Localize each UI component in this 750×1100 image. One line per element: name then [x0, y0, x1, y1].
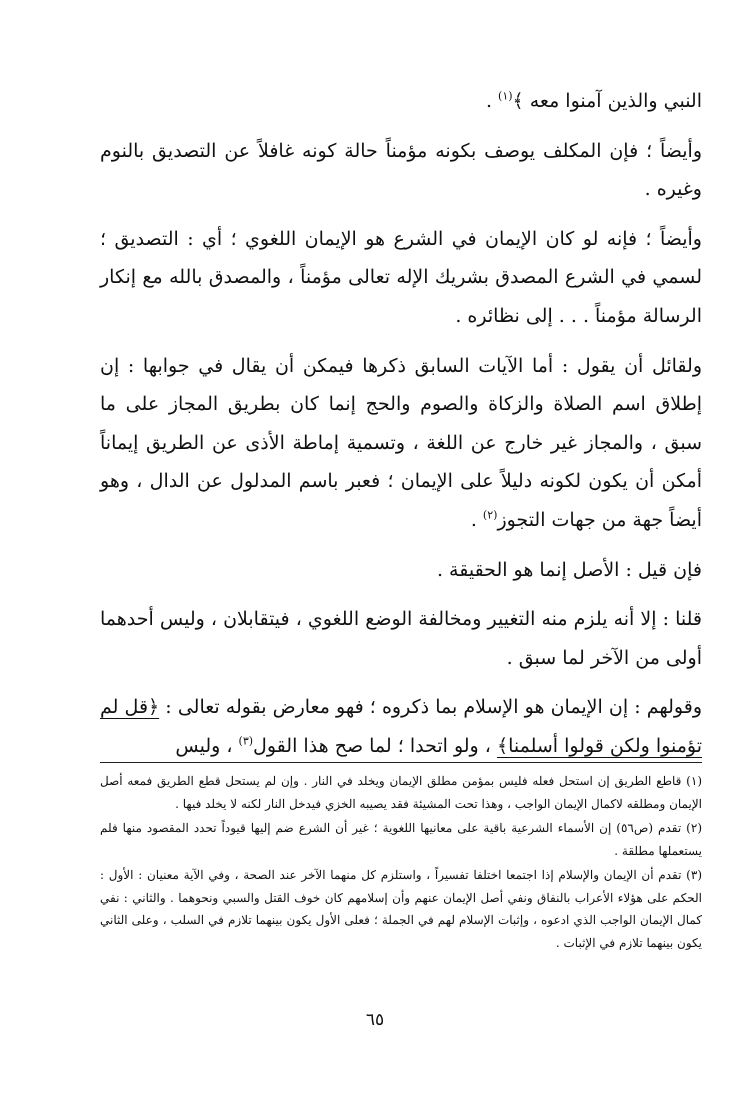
paragraph-7-lead: وقولهم : إن الإيمان هو الإسلام بما ذكروه ؛ فهو معارض بقوله تعالى : — [159, 696, 703, 719]
paragraph-3: وأيضاً ؛ فإنه لو كان الإيمان في الشرع هو الإيمان اللغوي ؛ أي : التصديق ؛ لسمي في الشرع المصدق بشريك الإله تعالى مؤمناً ، والمصدق بالله مع إنكار الرسالة مؤمناً . . . إلى نظائره . — [100, 227, 702, 327]
quranic-verse: ﴿قل لم تؤمنوا ولكن قولوا أسلمنا﴾ — [100, 696, 702, 757]
paragraph-4-tail: . — [470, 508, 483, 531]
footnote-ref-1: (١) — [498, 89, 513, 103]
paragraph-5: فإن قيل : الأصل إنما هو الحقيقة . — [436, 558, 702, 581]
footnote-1: (١) قاطع الطريق إن استحل فعله فليس بمؤمن مطلق الإيمان ويخلد في النار . وإن لم يستحل قطع الطريق فمعه أصل الإيمان ومطلقه لاكمال الإيمان الواجب ، وهذا تحت المشيئة فقد يصيبه الخزي فيدخل النار لكنه لا يخلد فيها . — [100, 774, 702, 811]
footnote-ref-2: (٢) — [482, 508, 498, 522]
paragraph-6: قلنا : إلا أنه يلزم منه التغيير ومخالفة الوضع اللغوي ، فيتقابلان ، وليس أحدهما أولى من الآخر لما سبق . — [100, 608, 702, 669]
paragraph-2: وأيضاً ؛ فإن المكلف يوصف بكونه مؤمناً حالة كونه غافلاً عن التصديق بالنوم وغيره . — [100, 139, 702, 201]
footnote-3: (٣) تقدم أن الإيمان والإسلام إذا اجتمعا اختلفا تفسيراً ، واستلزم كل منهما الآخر عند الصحة ، وفي الآية معنيان : الأول : الحكم على هؤلاء الأعراب بالنفاق ونفي أصل الإيمان عنهم وأن إسلامهم كان خوف القتل والسبي ونحوهما . والثاني : نفي كمال الإيمان الواجب الذي ادعوه ، وإثبات الإسلام لهم في الجملة ؛ فعلى الأول يكون بينهما تلازم في السلب ، وعلى الثاني يكون بينهما تلازم في الإثبات . — [100, 868, 702, 950]
footnote-2: (٢) تقدم (ص٥٦) إن الأسماء الشرعية باقية على معانيها اللغوية ؛ غير أن الشرع ضم إليها قيوداً تحدد المقصود منها فلم يستعملها مطلقة . — [100, 821, 702, 858]
main-text — [100, 82, 702, 766]
footnote-ref-3: (٣) — [238, 734, 254, 748]
page-number: ٦٥ — [365, 1010, 385, 1030]
paragraph-7-mid: ، ولو اتحدا ؛ لما صح هذا القول — [253, 734, 497, 757]
paragraph-1-text: النبي والذين آمنوا معه ﴾ — [512, 90, 702, 112]
paragraph-7 — [100, 688, 702, 765]
paragraph-1-tail: . — [485, 90, 499, 112]
paragraph-4 — [100, 347, 702, 540]
paragraph-1 — [100, 82, 702, 121]
paragraph-4-text: ولقائل أن يقول : أما الآيات السابق ذكرها فيمكن أن يقال في جوابها : إن إطلاق اسم الصلاة والزكاة والصوم والحج إنما كان بطريق المجاز على ما سبق ، والمجاز غير خارج عن اللغة ، وتسمية إماطة الأذى عن الطريق إيماناً أمكن أن يكون لكونه دليلاً على الإيمان ؛ فعبر باسم المدلول عن الدال ، وهو أيضاً جهة من جهات التجوز — [100, 354, 702, 531]
footnotes — [100, 770, 702, 956]
footnote-divider — [100, 762, 702, 763]
paragraph-7-tail: ، وليس — [175, 734, 239, 757]
